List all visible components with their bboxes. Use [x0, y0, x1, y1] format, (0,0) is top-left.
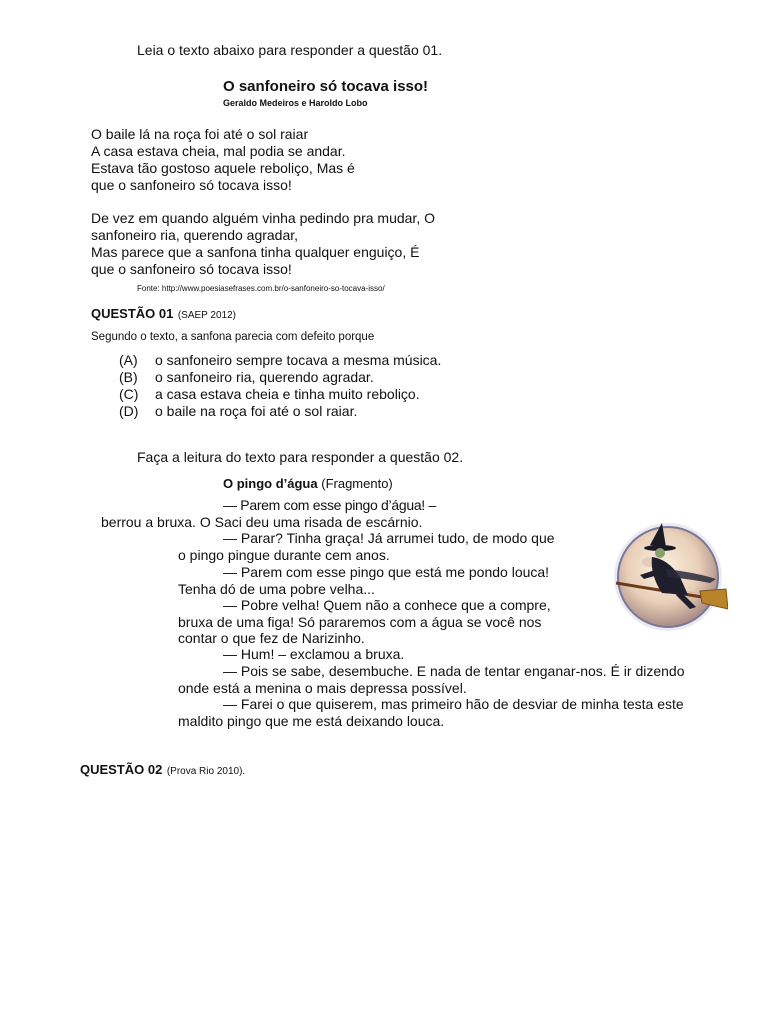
- story-line: — Parar? Tinha graça! Já arrumei tudo, de modo que: [223, 530, 555, 546]
- story-line: o pingo pingue durante cem anos.: [178, 547, 390, 563]
- story-line: — Farei o que quiserem, mas primeiro hão de desviar de minha testa este: [223, 696, 684, 712]
- story-title: O pingo d’água: [223, 476, 318, 491]
- story-line: — Hum! – exclamou a bruxa.: [223, 646, 405, 662]
- option-text: o sanfoneiro ria, querendo agradar.: [155, 369, 374, 385]
- option-letter: (A): [119, 352, 138, 368]
- intro-text-2: Faça a leitura do texto para responder a questão 02.: [137, 449, 464, 465]
- option-letter: (B): [119, 369, 138, 385]
- option-a: [119, 352, 441, 369]
- story-line: bruxa de uma figa! Só pararemos com a água se você nos: [178, 614, 542, 630]
- story-line: Tenha dó de uma pobre velha...: [178, 581, 375, 597]
- verse-line: Estava tão gostoso aquele reboliço, Mas é: [91, 160, 355, 176]
- option-text: o baile na roça foi até o sol raiar.: [155, 403, 358, 419]
- story-line: — Parem com esse pingo que está me pondo louca!: [223, 564, 550, 580]
- song-stanza-2: [91, 210, 435, 278]
- song-stanza-1: [91, 126, 355, 194]
- story-title-row: [223, 476, 393, 491]
- story-line: contar o que fez de Narizinho.: [178, 630, 365, 646]
- option-c: [119, 386, 441, 403]
- option-d: [119, 403, 441, 420]
- question-1-ref: (SAEP 2012): [177, 310, 236, 321]
- story-line: berrou a bruxa. O Saci deu uma risada de escárnio.: [101, 514, 423, 530]
- verse-line: O baile lá na roça foi até o sol raiar: [91, 126, 309, 142]
- verse-line: Mas parece que a sanfona tinha qualquer enguiço, É: [91, 244, 420, 260]
- verse-line: que o sanfoneiro só tocava isso!: [91, 261, 292, 277]
- question-1-header: [91, 305, 236, 323]
- story-line: onde está a menina o mais depressa possível.: [178, 680, 467, 696]
- question-2-header: [80, 761, 245, 779]
- story-line: — Parem com esse pingo d’água! –: [223, 497, 436, 513]
- question-1-label: QUESTÃO 01: [91, 306, 174, 321]
- verse-line: De vez em quando alguém vinha pedindo pra mudar, O: [91, 210, 435, 226]
- option-text: a casa estava cheia e tinha muito reboliço.: [155, 386, 420, 402]
- intro-text-1: Leia o texto abaixo para responder a questão 01.: [137, 42, 443, 58]
- song-title: O sanfoneiro só tocava isso!: [223, 78, 429, 95]
- verse-line: sanfoneiro ria, querendo agradar,: [91, 227, 299, 243]
- option-b: [119, 369, 441, 386]
- story-line: — Pois se sabe, desembuche. E nada de tentar enganar-nos. É ir dizendo: [223, 663, 685, 679]
- option-letter: (C): [119, 386, 139, 402]
- option-letter: (D): [119, 403, 139, 419]
- song-authors: Geraldo Medeiros e Haroldo Lobo: [223, 98, 368, 108]
- witch-on-broom-moon-icon: [610, 517, 728, 637]
- question-2-label: QUESTÃO 02: [80, 762, 163, 777]
- question-1-prompt: Segundo o texto, a sanfona parecia com defeito porque: [91, 331, 375, 343]
- story-line: maldito pingo que me está deixando louca.: [178, 713, 445, 729]
- option-text: o sanfoneiro sempre tocava a mesma música.: [155, 352, 442, 368]
- question-2-ref: (Prova Rio 2010).: [166, 766, 246, 777]
- question-1-options: [119, 352, 441, 420]
- story-line: — Pobre velha! Quem não a conhece que a compre,: [223, 597, 551, 613]
- story-subtitle: (Fragmento): [321, 476, 393, 491]
- verse-line: A casa estava cheia, mal podia se andar.: [91, 143, 346, 159]
- verse-line: que o sanfoneiro só tocava isso!: [91, 177, 292, 193]
- song-source: Fonte: http://www.poesiasefrases.com.br/o-sanfoneiro-so-tocava-isso/: [137, 284, 385, 293]
